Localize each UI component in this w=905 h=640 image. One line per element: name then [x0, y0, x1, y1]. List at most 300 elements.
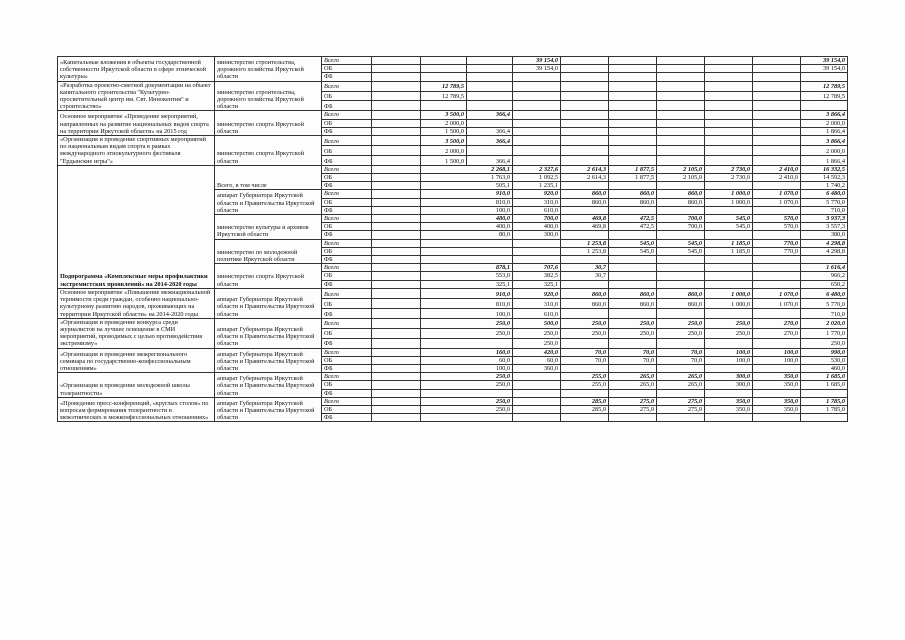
- value-cell: [609, 182, 657, 190]
- value-cell: [513, 155, 561, 165]
- value-cell: [753, 256, 801, 264]
- value-cell: 1 235,1: [513, 182, 561, 190]
- value-cell: 250,0: [609, 328, 657, 338]
- value-cell: [657, 389, 705, 397]
- value-cell: [705, 280, 753, 288]
- value-cell: 6 480,0: [801, 288, 848, 298]
- funding-type-cell: ОБ: [322, 223, 372, 231]
- value-cell: [513, 127, 561, 135]
- value-cell: [561, 119, 609, 127]
- blank-cell: [372, 373, 421, 381]
- funding-type-cell: ФБ: [322, 389, 372, 397]
- value-cell: 545,0: [657, 239, 705, 247]
- value-cell: 420,0: [513, 348, 561, 356]
- value-cell: [705, 264, 753, 272]
- value-cell: 250,0: [421, 373, 513, 381]
- value-cell: 380,0: [801, 231, 848, 239]
- value-cell: [372, 119, 421, 127]
- value-cell: [513, 239, 561, 247]
- value-cell: 545,0: [609, 239, 657, 247]
- funding-type-cell: ФБ: [322, 101, 372, 111]
- value-cell: [753, 308, 801, 318]
- value-cell: 700,0: [657, 215, 705, 223]
- funding-type-cell: ФБ: [322, 256, 372, 264]
- value-cell: 3 500,0: [421, 136, 467, 146]
- value-cell: [753, 127, 801, 135]
- funding-type-cell: Всего: [322, 239, 372, 247]
- value-cell: [561, 182, 609, 190]
- value-cell: 1 866,4: [801, 127, 848, 135]
- value-cell: 553,0: [421, 272, 513, 280]
- table-row: [58, 288, 848, 298]
- value-cell: 570,0: [753, 223, 801, 231]
- value-cell: 60,0: [513, 356, 561, 364]
- value-cell: 70,0: [657, 356, 705, 364]
- value-cell: 350,0: [753, 397, 801, 405]
- value-cell: [753, 73, 801, 81]
- funding-type-cell: ОБ: [322, 298, 372, 308]
- value-cell: [705, 73, 753, 81]
- value-cell: 860,0: [657, 298, 705, 308]
- value-cell: 1 685,0: [801, 381, 848, 389]
- budget-table: [57, 56, 848, 422]
- value-cell: 710,0: [801, 206, 848, 214]
- value-cell: [467, 73, 513, 81]
- value-cell: 100,0: [421, 206, 513, 214]
- value-cell: [561, 145, 609, 155]
- value-cell: 366,4: [467, 127, 513, 135]
- value-cell: [705, 206, 753, 214]
- value-cell: [561, 414, 609, 422]
- value-cell: [657, 182, 705, 190]
- value-cell: [753, 389, 801, 397]
- value-cell: 610,0: [513, 308, 561, 318]
- funding-type-cell: Всего: [322, 81, 372, 91]
- value-cell: 350,0: [705, 405, 753, 413]
- value-cell: 472,5: [609, 223, 657, 231]
- value-cell: 966,2: [801, 272, 848, 280]
- funding-type-cell: ФБ: [322, 182, 372, 190]
- blank-cell: [372, 356, 421, 364]
- value-cell: 360,0: [513, 364, 561, 372]
- value-cell: 12 789,5: [801, 91, 848, 101]
- executor-cell: аппарат Губернатора Иркутской области и Правительства Иркутской области: [215, 348, 322, 373]
- value-cell: 30,7: [561, 264, 609, 272]
- blank-cell: [372, 239, 421, 247]
- value-cell: [421, 239, 513, 247]
- funding-type-cell: Всего: [322, 57, 372, 65]
- value-cell: 878,1: [421, 264, 513, 272]
- value-cell: 382,5: [513, 272, 561, 280]
- blank-cell: [372, 364, 421, 372]
- value-cell: [561, 101, 609, 111]
- value-cell: 275,0: [609, 405, 657, 413]
- value-cell: [561, 57, 609, 65]
- value-cell: [609, 81, 657, 91]
- value-cell: [609, 272, 657, 280]
- funding-type-cell: ФБ: [322, 364, 372, 372]
- value-cell: 70,0: [657, 348, 705, 356]
- activity-name-cell: «Организация и проведение конкурса среди журналистов на лучшее освещение в СМИ мероприятий, проводимых с целью противодействия экстремизму»: [58, 318, 215, 348]
- value-cell: 505,1: [421, 182, 513, 190]
- value-cell: 2 614,3: [561, 165, 609, 173]
- blank-cell: [372, 256, 421, 264]
- value-cell: [657, 155, 705, 165]
- funding-type-cell: Всего: [322, 373, 372, 381]
- value-cell: [513, 81, 561, 91]
- value-cell: [609, 256, 657, 264]
- funding-type-cell: ОБ: [322, 247, 372, 255]
- value-cell: [467, 119, 513, 127]
- value-cell: 285,0: [561, 397, 609, 405]
- value-cell: 5 770,0: [801, 198, 848, 206]
- value-cell: 325,1: [513, 280, 561, 288]
- value-cell: 39 154,0: [513, 57, 561, 65]
- table-row: [58, 81, 848, 91]
- value-cell: [705, 81, 753, 91]
- value-cell: 1 070,0: [753, 190, 801, 198]
- value-cell: [753, 280, 801, 288]
- table-row: [58, 111, 848, 119]
- value-cell: 70,0: [561, 356, 609, 364]
- value-cell: 650,2: [801, 280, 848, 288]
- value-cell: 250,0: [513, 338, 561, 348]
- value-cell: [513, 136, 561, 146]
- value-cell: 350,0: [753, 373, 801, 381]
- blank-cell: [372, 288, 421, 298]
- value-cell: [609, 73, 657, 81]
- value-cell: [801, 73, 848, 81]
- value-cell: [467, 81, 513, 91]
- value-cell: 2 020,0: [801, 318, 848, 328]
- value-cell: [467, 101, 513, 111]
- value-cell: [513, 91, 561, 101]
- value-cell: 3 500,0: [421, 111, 467, 119]
- value-cell: 770,0: [753, 247, 801, 255]
- value-cell: 2 000,0: [421, 119, 467, 127]
- value-cell: [753, 338, 801, 348]
- value-cell: [753, 414, 801, 422]
- value-cell: [372, 127, 421, 135]
- value-cell: 545,0: [657, 247, 705, 255]
- value-cell: [561, 65, 609, 73]
- value-cell: 1 070,0: [753, 198, 801, 206]
- funding-type-cell: Всего: [322, 215, 372, 223]
- value-cell: [609, 127, 657, 135]
- value-cell: 80,0: [421, 231, 513, 239]
- value-cell: 610,0: [513, 206, 561, 214]
- value-cell: [753, 272, 801, 280]
- value-cell: [421, 65, 467, 73]
- value-cell: [513, 119, 561, 127]
- table-row: [58, 57, 848, 65]
- funding-type-cell: Всего: [322, 111, 372, 119]
- funding-type-cell: ФБ: [322, 414, 372, 422]
- value-cell: 2 268,1: [421, 165, 513, 173]
- value-cell: [753, 91, 801, 101]
- value-cell: 860,0: [609, 190, 657, 198]
- value-cell: 530,0: [801, 356, 848, 364]
- value-cell: [753, 65, 801, 73]
- value-cell: [421, 57, 467, 65]
- value-cell: 100,0: [705, 348, 753, 356]
- value-cell: [467, 57, 513, 65]
- value-cell: [421, 338, 513, 348]
- value-cell: 310,0: [513, 198, 561, 206]
- blank-cell: [372, 280, 421, 288]
- executor-cell: министерство спорта Иркутской области: [215, 264, 322, 289]
- value-cell: 30,7: [561, 272, 609, 280]
- value-cell: 1 092,5: [513, 174, 561, 182]
- blank-cell: [372, 190, 421, 198]
- funding-type-cell: ОБ: [322, 145, 372, 155]
- value-cell: [753, 231, 801, 239]
- value-cell: 250,0: [421, 318, 513, 328]
- funding-type-cell: ОБ: [322, 356, 372, 364]
- value-cell: 325,1: [421, 280, 513, 288]
- value-cell: [561, 256, 609, 264]
- value-cell: [561, 389, 609, 397]
- value-cell: [753, 182, 801, 190]
- value-cell: 250,0: [421, 381, 513, 389]
- value-cell: [657, 127, 705, 135]
- value-cell: [513, 405, 561, 413]
- value-cell: [561, 81, 609, 91]
- value-cell: [561, 206, 609, 214]
- value-cell: 250,0: [609, 318, 657, 328]
- value-cell: 1 877,5: [609, 165, 657, 173]
- value-cell: [753, 119, 801, 127]
- executor-cell: министерство строительства, дорожного хозяйства Иркутской области: [215, 81, 322, 111]
- value-cell: 2 105,0: [657, 165, 705, 173]
- value-cell: [421, 389, 513, 397]
- value-cell: 250,0: [657, 328, 705, 338]
- value-cell: 2 730,0: [705, 174, 753, 182]
- value-cell: [561, 338, 609, 348]
- value-cell: [657, 414, 705, 422]
- value-cell: [609, 338, 657, 348]
- value-cell: 250,0: [705, 328, 753, 338]
- funding-type-cell: Всего: [322, 264, 372, 272]
- value-cell: 100,0: [705, 356, 753, 364]
- value-cell: [657, 264, 705, 272]
- value-cell: [753, 81, 801, 91]
- table-row: [58, 348, 848, 356]
- value-cell: [609, 91, 657, 101]
- value-cell: 39 154,0: [801, 57, 848, 65]
- value-cell: [705, 101, 753, 111]
- value-cell: [609, 414, 657, 422]
- value-cell: 860,0: [657, 190, 705, 198]
- value-cell: 2 410,0: [753, 174, 801, 182]
- value-cell: 275,0: [609, 397, 657, 405]
- activity-name-cell: «Организация и проведение межрегионального семинара по государственно-конфессиональным отношениям»: [58, 348, 215, 373]
- value-cell: 275,0: [657, 405, 705, 413]
- value-cell: [561, 136, 609, 146]
- funding-type-cell: ФБ: [322, 73, 372, 81]
- funding-type-cell: ОБ: [322, 65, 372, 73]
- value-cell: 920,0: [513, 190, 561, 198]
- value-cell: [609, 155, 657, 165]
- value-cell: 250,0: [513, 328, 561, 338]
- value-cell: [513, 389, 561, 397]
- funding-type-cell: Всего: [322, 318, 372, 328]
- value-cell: 285,0: [561, 405, 609, 413]
- blank-cell: [372, 165, 421, 173]
- value-cell: [609, 389, 657, 397]
- value-cell: [609, 264, 657, 272]
- value-cell: 300,0: [705, 373, 753, 381]
- value-cell: [561, 73, 609, 81]
- value-cell: 1 785,0: [801, 405, 848, 413]
- value-cell: [609, 280, 657, 288]
- value-cell: [561, 364, 609, 372]
- value-cell: 2 614,3: [561, 174, 609, 182]
- value-cell: 366,4: [467, 111, 513, 119]
- value-cell: 770,0: [753, 239, 801, 247]
- value-cell: 270,0: [753, 318, 801, 328]
- value-cell: [657, 308, 705, 318]
- value-cell: [657, 206, 705, 214]
- value-cell: [753, 101, 801, 111]
- value-cell: 1 500,0: [421, 155, 467, 165]
- activity-name-cell: Основное мероприятие «Повышение межнациональной терпимости среди граждан, особенно национально-культурному развитию народов, проживающих на территории Иркутской области» на 2014-2020 годы: [58, 288, 215, 318]
- value-cell: 810,0: [421, 298, 513, 308]
- value-cell: [467, 65, 513, 73]
- value-cell: [657, 81, 705, 91]
- funding-type-cell: Всего: [322, 348, 372, 356]
- value-cell: 250,0: [705, 318, 753, 328]
- value-cell: [609, 231, 657, 239]
- value-cell: [753, 136, 801, 146]
- value-cell: [513, 256, 561, 264]
- value-cell: 1 253,8: [561, 247, 609, 255]
- value-cell: [705, 119, 753, 127]
- value-cell: 1 070,0: [753, 298, 801, 308]
- blank-cell: [372, 215, 421, 223]
- value-cell: 700,0: [657, 223, 705, 231]
- blank-cell: [372, 198, 421, 206]
- value-cell: 710,0: [801, 308, 848, 318]
- value-cell: [561, 280, 609, 288]
- funding-type-cell: ОБ: [322, 119, 372, 127]
- value-cell: [657, 57, 705, 65]
- value-cell: [372, 91, 421, 101]
- blank-cell: [372, 328, 421, 338]
- activity-name-cell: «Проведение пресс-конференций, «круглых столов» по вопросам формирования толерантности в межэтнических и межконфессиональных отношениях»: [58, 397, 215, 422]
- table-row: [58, 165, 848, 173]
- value-cell: [372, 73, 421, 81]
- blank-cell: [372, 389, 421, 397]
- value-cell: [421, 414, 513, 422]
- value-cell: 2 105,0: [657, 174, 705, 182]
- value-cell: 460,0: [801, 364, 848, 372]
- value-cell: [753, 364, 801, 372]
- value-cell: [513, 73, 561, 81]
- value-cell: 707,6: [513, 264, 561, 272]
- value-cell: 100,0: [753, 348, 801, 356]
- value-cell: [421, 73, 467, 81]
- executor-cell: аппарат Губернатора Иркутской области и Правительства Иркутской области: [215, 318, 322, 348]
- value-cell: [801, 389, 848, 397]
- value-cell: 1 763,0: [421, 174, 513, 182]
- value-cell: 480,0: [421, 215, 513, 223]
- table-row: [58, 136, 848, 146]
- value-cell: 70,0: [609, 356, 657, 364]
- value-cell: 100,0: [421, 308, 513, 318]
- value-cell: 990,0: [801, 348, 848, 356]
- value-cell: 545,0: [705, 215, 753, 223]
- value-cell: [372, 136, 421, 146]
- value-cell: [801, 414, 848, 422]
- value-cell: 469,8: [561, 215, 609, 223]
- value-cell: [657, 145, 705, 155]
- value-cell: 545,0: [705, 223, 753, 231]
- blank-cell: [372, 308, 421, 318]
- value-cell: [657, 256, 705, 264]
- value-cell: [705, 91, 753, 101]
- value-cell: [657, 136, 705, 146]
- value-cell: [657, 272, 705, 280]
- value-cell: [421, 101, 467, 111]
- value-cell: 910,0: [421, 288, 513, 298]
- value-cell: [657, 280, 705, 288]
- value-cell: 910,0: [421, 190, 513, 198]
- value-cell: 860,0: [609, 198, 657, 206]
- value-cell: [513, 145, 561, 155]
- value-cell: [705, 65, 753, 73]
- value-cell: 265,0: [657, 373, 705, 381]
- value-cell: 265,0: [609, 381, 657, 389]
- value-cell: 275,0: [657, 397, 705, 405]
- value-cell: 920,0: [513, 288, 561, 298]
- activity-name-cell: «Организация и проведение спортивных мероприятий по национальным видам спорта в рамках международного этнокультурного фестиваля "Ердынские игры"»: [58, 136, 215, 166]
- executor-cell: Всего, в том числе: [215, 165, 322, 190]
- value-cell: 860,0: [561, 288, 609, 298]
- value-cell: [753, 145, 801, 155]
- value-cell: [467, 145, 513, 155]
- value-cell: 1 253,8: [561, 239, 609, 247]
- value-cell: 100,0: [421, 364, 513, 372]
- value-cell: 12 789,5: [421, 81, 467, 91]
- value-cell: [609, 65, 657, 73]
- value-cell: 250,0: [421, 397, 513, 405]
- funding-type-cell: ФБ: [322, 338, 372, 348]
- funding-type-cell: ФБ: [322, 308, 372, 318]
- blank-cell: [372, 231, 421, 239]
- executor-cell: аппарат Губернатора Иркутской области и Правительства Иркутской области: [215, 373, 322, 398]
- value-cell: 250,0: [801, 338, 848, 348]
- value-cell: [753, 57, 801, 65]
- value-cell: [801, 101, 848, 111]
- funding-type-cell: ФБ: [322, 206, 372, 214]
- value-cell: 860,0: [561, 198, 609, 206]
- value-cell: 4 298,8: [801, 247, 848, 255]
- funding-type-cell: ОБ: [322, 405, 372, 413]
- value-cell: 2 000,0: [801, 119, 848, 127]
- value-cell: 860,0: [561, 298, 609, 308]
- value-cell: 39 154,0: [513, 65, 561, 73]
- value-cell: 545,0: [609, 247, 657, 255]
- value-cell: 1 000,0: [705, 298, 753, 308]
- value-cell: 500,0: [513, 318, 561, 328]
- value-cell: [657, 91, 705, 101]
- value-cell: 1 185,0: [705, 239, 753, 247]
- value-cell: [657, 101, 705, 111]
- value-cell: 350,0: [753, 405, 801, 413]
- value-cell: [705, 111, 753, 119]
- value-cell: [561, 91, 609, 101]
